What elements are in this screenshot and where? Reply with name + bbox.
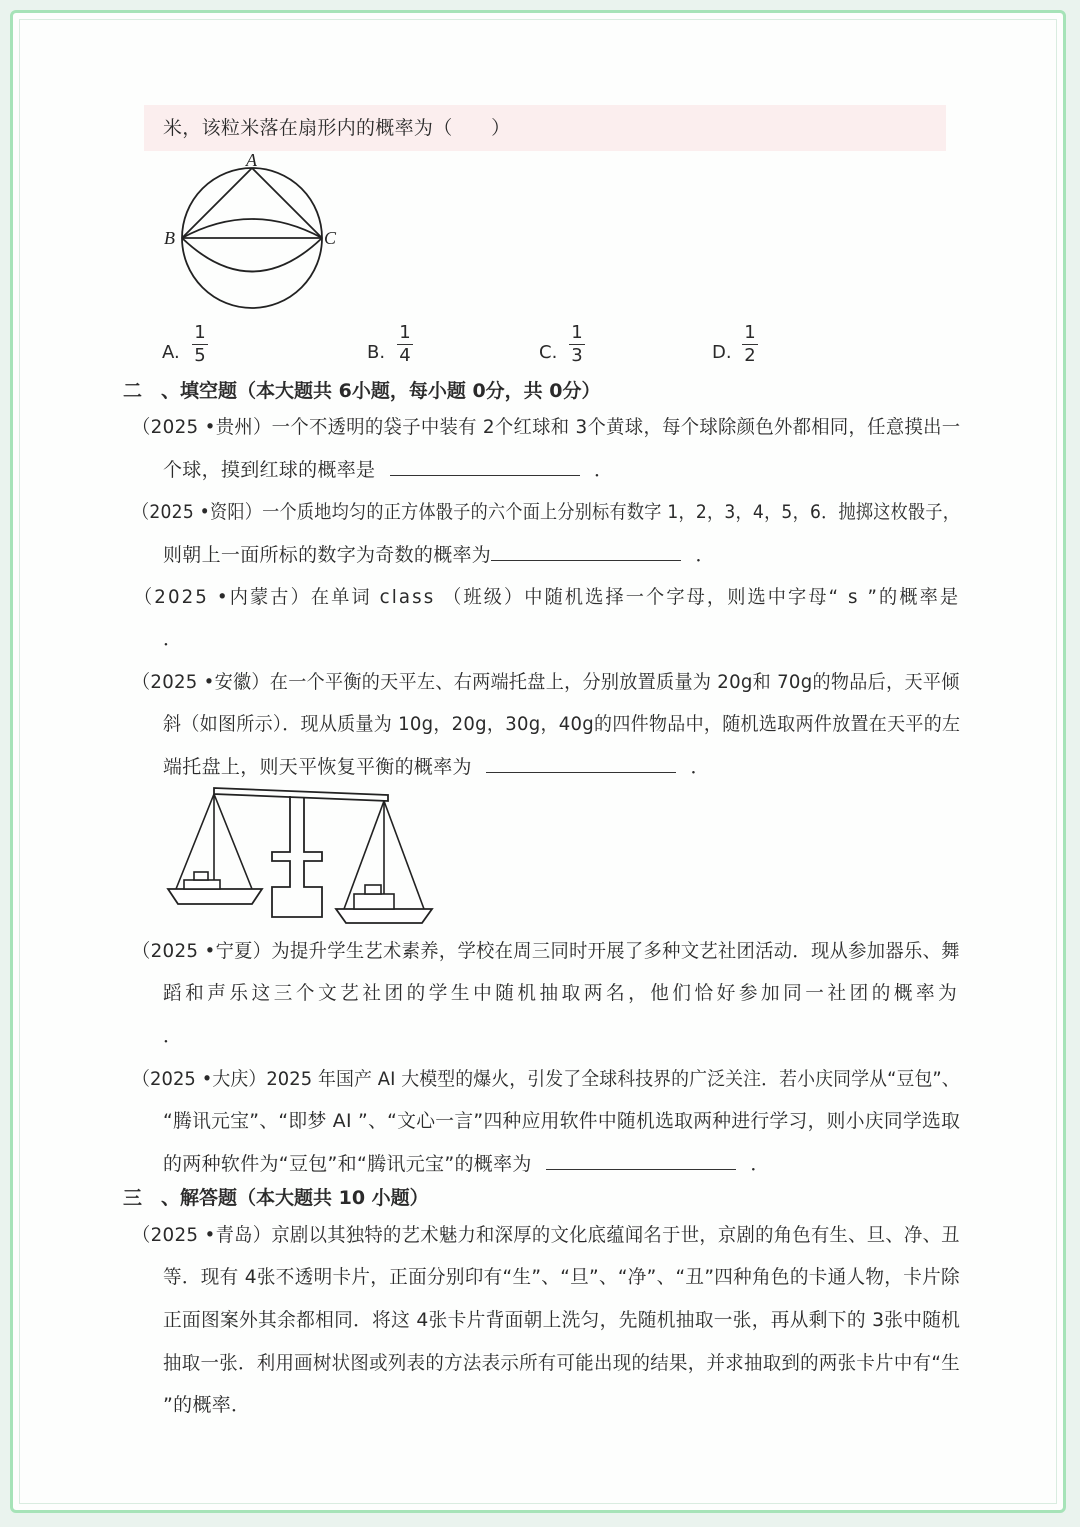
- q4-line3: 端托盘上，则天平恢复平衡的概率为 ．: [163, 756, 710, 778]
- q4-line2: 斜（如图所示）．现从质量为 10g，20g，30g，40g的四件物品中，随机选取两件放置在天平的左: [163, 713, 961, 735]
- option-b-fraction: $\frac{1}{4}$: [397, 322, 413, 367]
- q6-line3: 的两种软件为“豆包”和“腾讯元宝”的概率为 ．: [163, 1153, 770, 1175]
- q1-line2: 个球，摸到红球的概率是 ．: [163, 459, 614, 481]
- q5-line3: ．: [163, 1025, 183, 1047]
- option-c-fraction: $\frac{1}{3}$: [569, 322, 585, 367]
- q5-line2: 蹈和声乐这三个文艺社团的学生中随机抽取两名，他们恰好参加同一社团的概率为: [163, 982, 961, 1004]
- q6-answer-blank[interactable]: [546, 1151, 736, 1170]
- label-a: A: [246, 150, 257, 170]
- q2-line2: 则朝上一面所标的数字为奇数的概率为 ．: [163, 544, 715, 566]
- label-b: B: [164, 228, 175, 248]
- q5-line1: （2025 •宁夏）为提升学生艺术素养，学校在周三同时开展了多种文艺社团活动．现从参加器乐、舞: [132, 940, 960, 962]
- s3q-line1: （2025 •青岛）京剧以其独特的艺术魅力和深厚的文化底蕴闻名于世，京剧的角色有生、旦、净、丑: [132, 1224, 960, 1246]
- q6-line1: （2025 •大庆）2025 年国产 AI 大模型的爆火，引发了全球科技界的广泛关注．若小庆同学从“豆包”、: [132, 1068, 960, 1090]
- s3q-line2: 等．现有 4张不透明卡片，正面分别印有“生”、“旦”、“净”、“丑”四种角色的卡通人物，卡片除: [163, 1266, 960, 1288]
- q1-line1: （2025 •贵州）一个不透明的袋子中装有 2个红球和 3个黄球，每个球除颜色外都相同，任意摸出一: [132, 416, 961, 438]
- q6-line2: “腾讯元宝”、“即梦 AI ”、“文心一言”四种应用软件中随机选取两种进行学习，则小庆同学选取: [163, 1110, 961, 1132]
- q3-line2: ．: [163, 628, 183, 650]
- option-d-fraction: $\frac{1}{2}$: [742, 322, 758, 367]
- q1-answer-blank[interactable]: [390, 457, 580, 476]
- balance-scale-figure: [166, 785, 436, 920]
- option-d-label: D.: [712, 342, 732, 363]
- section-2-title: 二 、填空题（本大题共 6小题，每小题 0分，共 0分）: [123, 380, 601, 402]
- section-3-title: 三 、解答题（本大题共 10 小题）: [123, 1187, 429, 1209]
- question-intro-line: 米，该粒米落在扇形内的概率为（ ）: [163, 117, 511, 139]
- s3q-line3: 正面图案外其余都相同．将这 4张卡片背面朝上洗匀，先随机抽取一张，再从剩下的 3张中随机: [163, 1309, 961, 1331]
- s3q-line5: ”的概率．: [163, 1394, 251, 1416]
- s3q-line4: 抽取一张．利用画树状图或列表的方法表示所有可能出现的结果，并求抽取到的两张卡片中有“生: [163, 1352, 960, 1374]
- option-b-label: B.: [367, 342, 386, 363]
- label-c: C: [324, 228, 337, 248]
- circle-sector-figure: [160, 150, 360, 350]
- q2-answer-blank[interactable]: [491, 542, 681, 561]
- option-c-label: C.: [539, 342, 558, 363]
- q2-line1: （2025 •资阳）一个质地均匀的正方体骰子的六个面上分别标有数字 1，2，3，4，5，6．抛掷这枚骰子，: [132, 501, 961, 523]
- option-a-fraction: $\frac{1}{5}$: [192, 322, 208, 367]
- q3-line1: （2025 •内蒙古）在单词 class （班级）中随机选择一个字母，则选中字母“ s ”的概率是: [134, 586, 961, 608]
- q4-line1: （2025 •安徽）在一个平衡的天平左、右两端托盘上，分别放置质量为 20g和 70g的物品后，天平倾: [132, 671, 960, 693]
- option-a-label: A.: [162, 342, 180, 363]
- q4-answer-blank[interactable]: [486, 754, 676, 773]
- document-page: [20, 20, 1060, 1507]
